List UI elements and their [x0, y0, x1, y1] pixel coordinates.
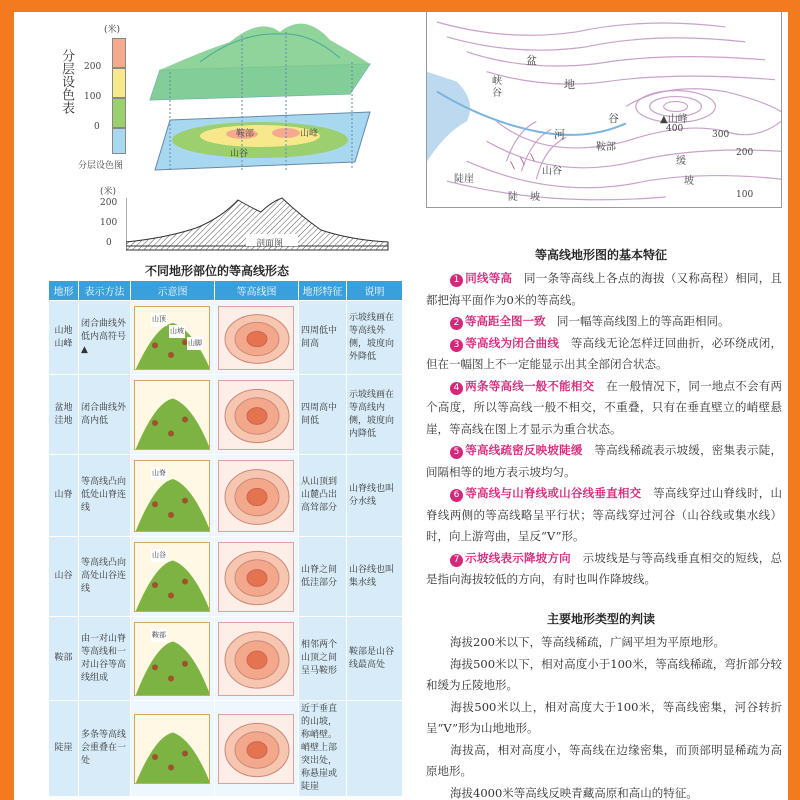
terrain-name: 盆地 洼地: [49, 375, 79, 455]
profile-unit: (米): [100, 187, 117, 197]
contour-cell: [215, 455, 299, 537]
feature-number: 7: [450, 554, 463, 567]
contour-sketch: [218, 380, 294, 450]
contour-sketch: [218, 542, 294, 612]
header-sketch: 示意图: [131, 281, 215, 301]
feature-text: 山脊之间低洼部分: [299, 537, 347, 617]
topo-label-river: 河: [554, 128, 565, 141]
terrain-name: 山谷: [49, 537, 79, 617]
judgement-item: [426, 654, 782, 697]
contour-label-100: 100: [736, 190, 754, 200]
contour-cell: [215, 375, 299, 455]
section-caption: 不同地形部位的等高线形态: [144, 264, 289, 278]
contour-sketch: [218, 306, 294, 370]
header-method: 表示方法: [79, 281, 131, 301]
table-row: [49, 617, 403, 701]
topo-label-slope: 坡: [530, 192, 540, 203]
contour-map-illustration: [426, 12, 782, 208]
topo-label-basin2: 地: [564, 78, 575, 91]
feature-heading: 等高距全图一致: [465, 314, 546, 328]
sketch-cell: [131, 375, 215, 455]
features-list: [426, 268, 782, 591]
legend-tick-0: 0: [94, 122, 100, 132]
sketch-label: 山脊: [151, 467, 167, 480]
judgement-item: [426, 632, 782, 654]
judgement-text: 海拔高，相对高度小，等高线在边缘密集，而顶部明显稀疏为高原地形。: [426, 742, 782, 778]
profile-caption: 剖面图: [256, 239, 284, 249]
feature-number: 4: [450, 382, 463, 395]
legend-swatch-mid: [112, 68, 126, 98]
legend-tick-100: 100: [84, 92, 102, 102]
judgement-title: 主要地形类型的判读: [546, 612, 655, 626]
feature-heading: 两条等高线一般不能相交: [465, 378, 595, 393]
sketch-cell: [131, 301, 215, 375]
contour-sketch: [218, 714, 294, 784]
legend-title: 分层设色表: [59, 48, 74, 114]
judgement-item: [426, 740, 782, 783]
sketch-label: 山顶: [151, 313, 167, 326]
terrain-name: 山地 山峰: [49, 301, 79, 375]
terrain-sketch: [134, 622, 210, 696]
topo-label-basin: 盆: [526, 54, 537, 67]
legend-swatch-high: [112, 38, 126, 68]
topo-label-gentle2: 坡: [684, 176, 694, 187]
feature-number: 1: [450, 274, 463, 287]
feature-text: 相邻两个山顶之间呈马鞍形: [299, 617, 347, 701]
profile-tick-100: 100: [100, 218, 118, 228]
feature-heading: 等高线为闭合曲线: [465, 335, 560, 350]
table-row: [49, 455, 403, 537]
profile-tick-200: 200: [100, 198, 118, 208]
feature-item: [426, 548, 782, 591]
feature-text: 示坡线是与等高线垂直相交的短线，总是指向海拔较低的方向，有时也叫作降坡线。: [426, 550, 783, 586]
method-text: 闭合曲线外高内低: [79, 375, 131, 455]
feature-number: 6: [450, 489, 463, 502]
topo-label-valley-line: 山谷: [542, 166, 562, 177]
feature-item: [426, 440, 782, 483]
sketch-cell: [131, 701, 215, 797]
header-feature: 地形特征: [299, 281, 347, 301]
table-row: [49, 375, 403, 455]
sketch-label: 山脚: [187, 337, 203, 350]
judgement-text: 海拔4000米等高线反映青藏高原和高山的特征。: [450, 785, 698, 800]
topo-label-cliff: 陡崖: [454, 174, 474, 185]
feature-text: 从山顶到山麓凸出高耸部分: [299, 455, 347, 537]
topo-label-gorge: 峡谷: [492, 76, 502, 99]
feature-text: 四周低中间高: [299, 301, 347, 375]
topo-label-peak: ▲山峰: [660, 114, 688, 125]
topo-label-valley: 谷: [608, 112, 619, 125]
feature-text: 同一条等高线上各点的海拔（又称高程）相同，且都把海平面作为0米的等高线。: [426, 271, 783, 307]
judgement-text: 海拔500米以上，相对高度大于100米，等高线密集，河谷转折呈“V”形为山地地形。: [426, 699, 782, 735]
feature-item: [426, 483, 782, 548]
terrain-name: 陡崖: [49, 701, 79, 797]
sketch-label: 山谷: [151, 549, 167, 562]
profile-tick-0: 0: [106, 238, 112, 248]
feature-text: 等高线稀疏表示坡缓，密集表示陡，间隔相等的地方表示坡均匀。: [426, 443, 783, 479]
map-label-saddle: 鞍部: [236, 129, 255, 139]
judgement-item: [426, 783, 782, 800]
textbook-page: [14, 12, 788, 800]
method-text: 等高线凸向高处山谷连线: [79, 537, 131, 617]
legend-swatch-low: [112, 98, 126, 128]
table-header-row: [49, 281, 403, 301]
features-title: 等高线地形图的基本特征: [534, 248, 667, 262]
legend-bar: [84, 24, 128, 152]
feature-heading: 等高线疏密反映坡陡缓: [465, 443, 583, 457]
feature-text: 等高线无论怎样迂回曲折，必环绕成闭，但在一幅图上不一定能显示出其全部闭合状态。: [426, 335, 783, 371]
feature-item: [426, 333, 782, 376]
table-row: [49, 701, 403, 797]
table-row: [49, 301, 403, 375]
legend-unit: (米): [104, 25, 121, 35]
terrain-sketch: [134, 714, 210, 784]
contour-label-200: 200: [736, 148, 754, 158]
method-text: 等高线凸向低处山脊连线: [79, 455, 131, 537]
right-column: [414, 12, 788, 800]
terrain-sketch: [134, 306, 210, 370]
feature-heading: 等高线与山脊线或山谷线垂直相交: [465, 486, 642, 500]
method-text: 闭合曲线外低内高符号▲: [79, 301, 131, 375]
method-text: 多条等高线会重叠在一处: [79, 701, 131, 797]
contour-sketch: [218, 622, 294, 696]
terrain-sketch: [134, 380, 210, 450]
legend-swatch-water: [112, 128, 126, 154]
terrain-name: 山脊: [49, 455, 79, 537]
legend-tick-200: 200: [84, 62, 102, 72]
layered-terrain-illustration: [130, 12, 390, 172]
sketch-cell: [131, 617, 215, 701]
header-note: 说明: [347, 281, 403, 301]
contour-cell: [215, 701, 299, 797]
sketch-label: 鞍部: [151, 629, 167, 642]
feature-item: [426, 376, 782, 441]
table-row: [49, 537, 403, 617]
header-terrain: 地形: [49, 281, 79, 301]
judgement-list: [426, 632, 782, 800]
contour-cell: [215, 537, 299, 617]
left-column: [30, 12, 404, 800]
judgement-text: 海拔200米以下，等高线稀疏，广阔平坦为平原地形。: [450, 635, 725, 649]
feature-text: 近于垂直的山坡，称峭壁。峭壁上部突出处，称悬崖或陡崖: [299, 701, 347, 797]
feature-item: [426, 268, 782, 311]
feature-number: 3: [450, 339, 463, 352]
topo-label-gentle: 缓: [676, 156, 686, 167]
sketch-cell: [131, 537, 215, 617]
sketch-cell: [131, 455, 215, 537]
note-text: 鞍部是山谷线最高处: [347, 617, 403, 701]
sketch-label: 山坡: [169, 325, 185, 338]
map-label-valley: 山谷: [230, 149, 249, 159]
terrain-sketch: [134, 460, 210, 532]
feature-number: 2: [450, 317, 463, 330]
header-contour: 等高线图: [215, 281, 299, 301]
contour-sketch: [218, 460, 294, 532]
note-text: [347, 701, 403, 797]
contour-label-300: 300: [712, 130, 730, 140]
terrain-table: [48, 280, 403, 797]
contour-cell: [215, 301, 299, 375]
contour-cell: [215, 617, 299, 701]
note-text: 山谷线也叫集水线: [347, 537, 403, 617]
feature-heading: 示坡线表示降坡方向: [465, 550, 571, 565]
layer-map-caption: 分层设色图: [78, 161, 124, 171]
topo-label-saddle: 鞍部: [596, 142, 616, 153]
contour-label-400: 400: [666, 124, 684, 134]
feature-text: 同一幅等高线图上的等高距相同。: [557, 314, 730, 328]
feature-text: 四周高中间低: [299, 375, 347, 455]
note-text: 示坡线画在等高线内侧，坡度向内降低: [347, 375, 403, 455]
topo-label-steep: 陡: [508, 192, 518, 203]
judgement-text: 海拔500米以下，相对高度小于100米，等高线稀疏，弯折部分较和缓为丘陵地形。: [426, 656, 782, 692]
map-label-mountain: 山峰: [300, 129, 319, 139]
feature-item: [426, 311, 782, 333]
feature-text: 在一般情况下，同一地点不会有两个高度，所以等高线一般不相交，不重叠，只有在垂直壁立的峭壁悬崖，等高线在图上才显示为重合状态。: [426, 378, 783, 436]
note-text: 示坡线画在等高线外侧，坡度向外降低: [347, 301, 403, 375]
feature-heading: 同线等高: [465, 271, 513, 285]
note-text: 山脊线也叫分水线: [347, 455, 403, 537]
terrain-name: 鞍部: [49, 617, 79, 701]
judgement-item: [426, 697, 782, 740]
method-text: 由一对山脊等高线和一对山谷等高线组成: [79, 617, 131, 701]
feature-number: 5: [450, 446, 463, 459]
feature-text: 等高线穿过山脊线时，山脊线两侧的等高线略呈平行状；等高线穿过河谷（山谷线或集水线）时，向上游弯曲，呈反“V”形。: [426, 486, 783, 543]
terrain-sketch: [134, 542, 210, 612]
